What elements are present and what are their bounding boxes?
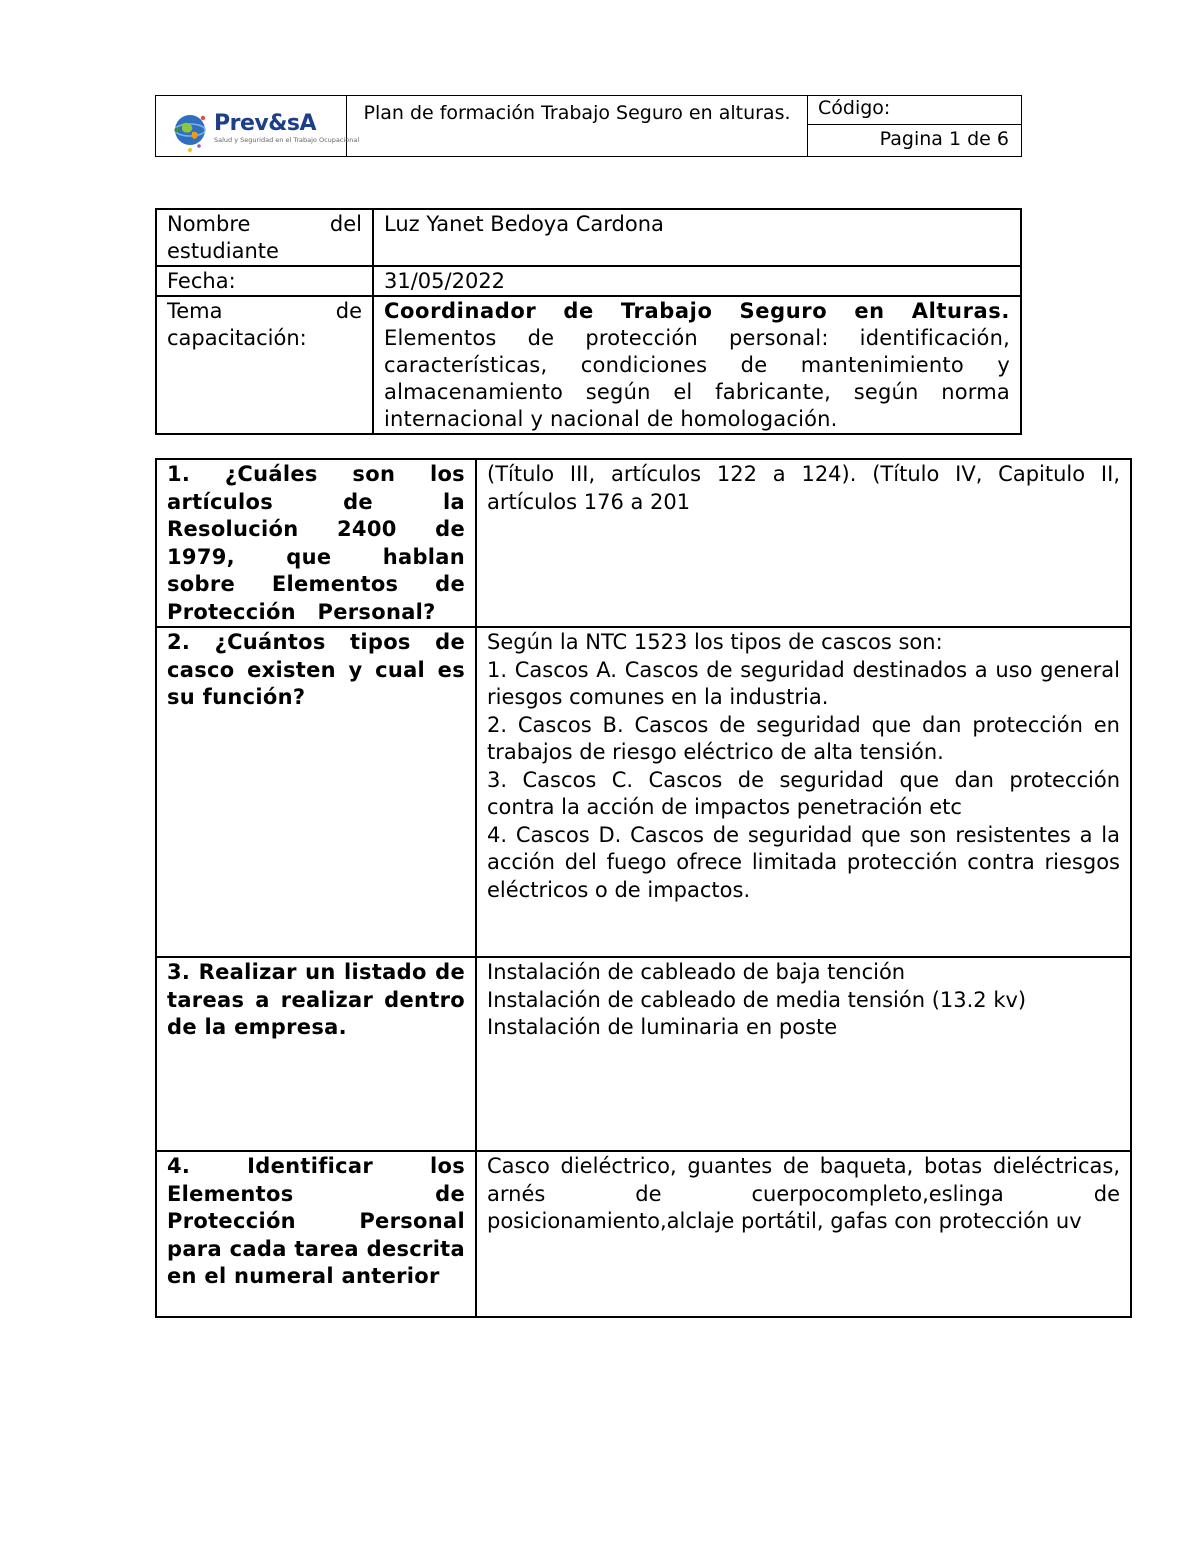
topic-value: [373, 296, 1021, 434]
logo-tagline: Salud y Seguridad en el Trabajo Ocupacional: [214, 136, 360, 144]
topic-description: Elementos de protección personal: identificación, características, condiciones de mantenimiento y almacenamiento según el fabricante, según norma internacional y nacional de homologación.: [384, 326, 1010, 431]
answer-2-item: 4. Cascos D. Cascos de seguridad que son resistentes a la acción del fuego ofrece limitada protección contra riesgos eléctricos o de impactos.: [487, 822, 1120, 902]
answer-3: [476, 957, 1131, 1151]
answer-1: (Título III, artículos 122 a 124). (Título IV, Capitulo II, artículos 176 a 201: [476, 459, 1131, 627]
answer-2-item: 3. Cascos C. Cascos de seguridad que dan protección contra la acción de impactos penetración etc: [487, 767, 1120, 819]
question-4: 4. Identificar los Elementos de Protección Personal para cada tarea descrita en el numeral anterior: [156, 1151, 476, 1317]
questions-table: [155, 458, 1132, 1318]
document-title: Plan de formación Trabajo Seguro en alturas.: [347, 96, 808, 157]
question-2: 2. ¿Cuántos tipos de casco existen y cual es su función?: [156, 627, 476, 957]
answer-2-item: 2. Cascos B. Cascos de seguridad que dan protección en trabajos de riesgo eléctrico de alta tensión.: [487, 712, 1120, 764]
topic-title: Coordinador de Trabajo Seguro en Alturas.: [384, 299, 1010, 323]
header-table: [155, 95, 1022, 157]
company-logo: [156, 96, 360, 156]
page-number: Pagina 1 de 6: [808, 125, 1022, 157]
date-value: 31/05/2022: [373, 266, 1021, 296]
student-info-table: [155, 208, 1022, 435]
answer-2: [476, 627, 1131, 957]
question-3: 3. Realizar un listado de tareas a realizar dentro de la empresa.: [156, 957, 476, 1151]
topic-label: Tema de capacitación:: [156, 296, 373, 434]
student-name-label: Nombre del estudiante: [156, 209, 373, 266]
answer-2-intro: Según la NTC 1523 los tipos de cascos son:: [487, 630, 943, 654]
answer-3-line: Instalación de luminaria en poste: [487, 1015, 838, 1039]
answer-3-line: Instalación de cableado de media tensión (13.2 kv): [487, 987, 1027, 1012]
answer-3-line: Instalación de cableado de baja tención: [487, 960, 906, 984]
answer-2-item: 1. Cascos A. Cascos de seguridad destinados a uso general riesgos comunes en la industria.: [487, 657, 1120, 709]
date-label: Fecha:: [156, 266, 373, 296]
document-code: Código:: [808, 96, 1022, 125]
globe-logo-icon: [170, 108, 210, 148]
student-name-value: Luz Yanet Bedoya Cardona: [373, 209, 1021, 266]
answer-4: Casco dieléctrico, guantes de baqueta, botas dieléctricas, arnés de cuerpocompleto,eslinga de posicionamiento,alclaje portátil, gafas con protección uv: [476, 1151, 1131, 1317]
question-1: 1. ¿Cuáles son los artículos de la Resolución 2400 de 1979, que hablan sobre Elementos de Protección Personal?: [156, 459, 476, 627]
logo-brand-name: Prev&sA: [214, 111, 317, 136]
logo-cell: [156, 96, 360, 157]
